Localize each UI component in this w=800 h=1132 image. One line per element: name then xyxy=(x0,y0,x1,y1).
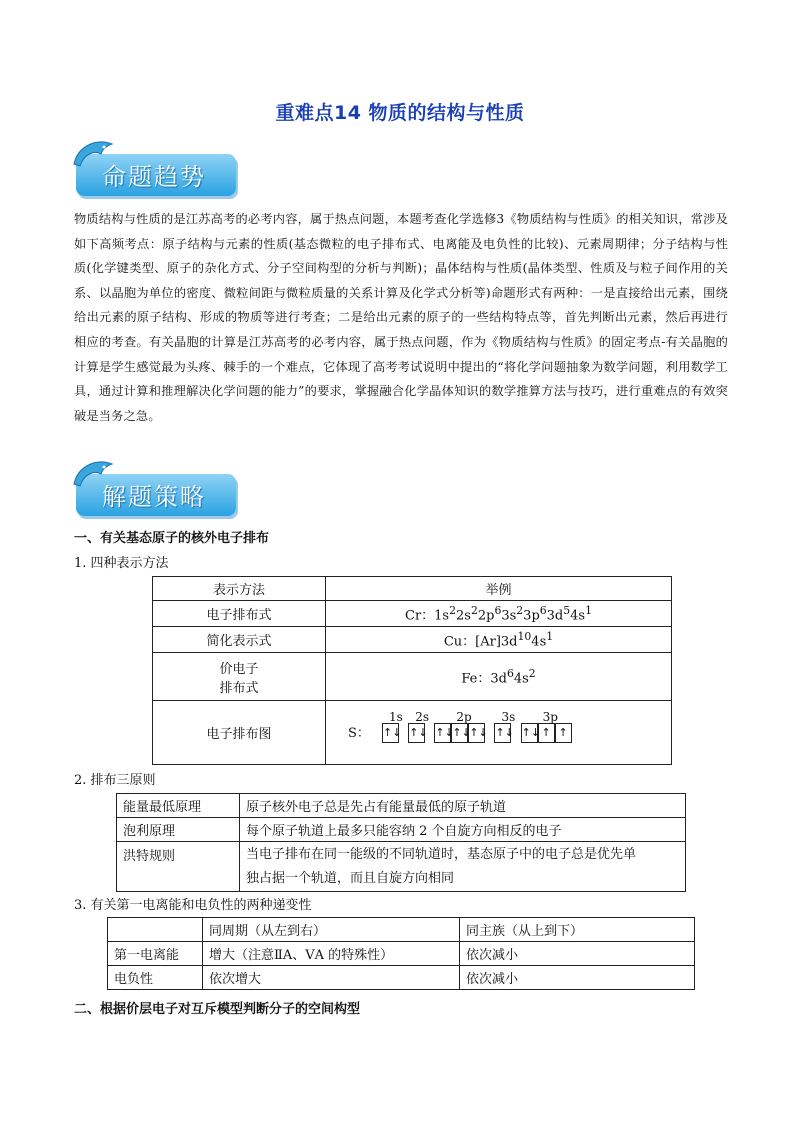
table-header xyxy=(108,918,203,942)
electron-configuration: Cr：$1s^22s^22p^63s^23p^63d^54s^1$ xyxy=(326,601,672,627)
table-header: 同主族（从上到下） xyxy=(460,918,695,942)
principle-desc: 每个原子轨道上最多只能容纳 2 个自旋方向相反的电子 xyxy=(240,818,686,842)
page-title: 重难点14 物质的结构与性质 xyxy=(275,102,525,124)
table-cell: 增大（注意ⅡA、ⅤA 的特殊性） xyxy=(203,942,460,966)
table-cell: 依次减小 xyxy=(460,966,695,990)
table-cell: 电负性 xyxy=(108,966,203,990)
table-cell: 第一电离能 xyxy=(108,942,203,966)
table-header: 同周期（从左到右） xyxy=(203,918,460,942)
principle-name: 洪特规则 xyxy=(117,842,240,892)
banner-trend-text: 命题趋势 xyxy=(102,163,206,191)
principle-desc: 当电子排布在同一能级的不同轨道时，基态原子中的电子总是优先单 独占据一个轨道，而且自旋方向相同 xyxy=(240,842,686,892)
principle-name: 能量最低原理 xyxy=(117,794,240,818)
banner-trend xyxy=(68,150,240,200)
table-cell: 依次减小 xyxy=(460,942,695,966)
principle-name: 泡利原理 xyxy=(117,818,240,842)
subheading-2: 2. 排布三原则 xyxy=(74,773,156,788)
section-heading-1: 一、有关基态原子的核外电子排布 xyxy=(74,531,270,546)
table-header: 举例 xyxy=(326,577,672,601)
banner-strategy-text: 解题策略 xyxy=(102,483,206,511)
subheading-3: 3. 有关第一电离能和电负性的两种递变性 xyxy=(74,898,312,913)
row-label: 简化表示式 xyxy=(153,627,326,653)
section-heading-2: 二、根据价层电子对互斥模型判断分子的空间构型 xyxy=(74,1002,361,1017)
table-header: 表示方法 xyxy=(153,577,326,601)
periodicity-table xyxy=(107,917,695,990)
table-cell: 依次增大 xyxy=(203,966,460,990)
simplified-configuration: Cu：$[Ar]3d^{10}4s^1$ xyxy=(326,627,672,653)
row-label: 价电子 排布式 xyxy=(153,653,326,701)
intro-paragraph: 物质结构与性质的是江苏高考的必考内容，属于热点问题，本题考查化学选修3《物质结构与性质》的相关知识，常涉及如下高频考点：原子结构与元素的性质(基态微粒的电子排布式、电离能及电负性的比较)、元素周期律；分子结构与性质(化学键类型、原子的杂化方式、分子空间构型的分析与判断)；晶体结构与性质(晶体类型、性质及与粒子间作用的关系、以晶胞为单位的密度、微粒间距与微粒质量的关系计算及化学式分析等)命题形式有两种：一是直接给出元素，围绕给出元素的原子结构、形成的物质等进行考查；二是给出元素的原子的一些结构特点等，首先判断出元素，然后再进行相应的考查。有关晶胞的计算是江苏高考的必考内容，属于热点问题，作为《物质结构与性质》的固定考点-有关晶胞的计算是学生感觉最为头疼、棘手的一个难点，它体现了高考考试说明中提出的“将化学问题抽象为数学问题，利用数学工具，通过计算和推理解决化学问题的能力”的要求，掌握融合化学晶体知识的数学推算方法与技巧，进行重难点的有效突破是当务之急。 xyxy=(74,212,728,423)
principle-desc: 原子核外电子总是先占有能量最低的原子轨道 xyxy=(240,794,686,818)
principles-table xyxy=(116,793,686,892)
valence-configuration: Fe：$3d^64s^2$ xyxy=(326,653,672,701)
subheading-1: 1. 四种表示方法 xyxy=(74,556,169,571)
row-label: 电子排布式 xyxy=(153,601,326,627)
representation-table xyxy=(152,576,672,765)
banner-strategy xyxy=(68,470,240,520)
row-label: 电子排布图 xyxy=(153,701,326,765)
orbital-diagram: S： 1s ↑↓ 2s ↑↓ 2p ↑↓↑↓↑↓ 3s ↑↓ 3p ↑↓↑ ↑ xyxy=(326,701,672,765)
